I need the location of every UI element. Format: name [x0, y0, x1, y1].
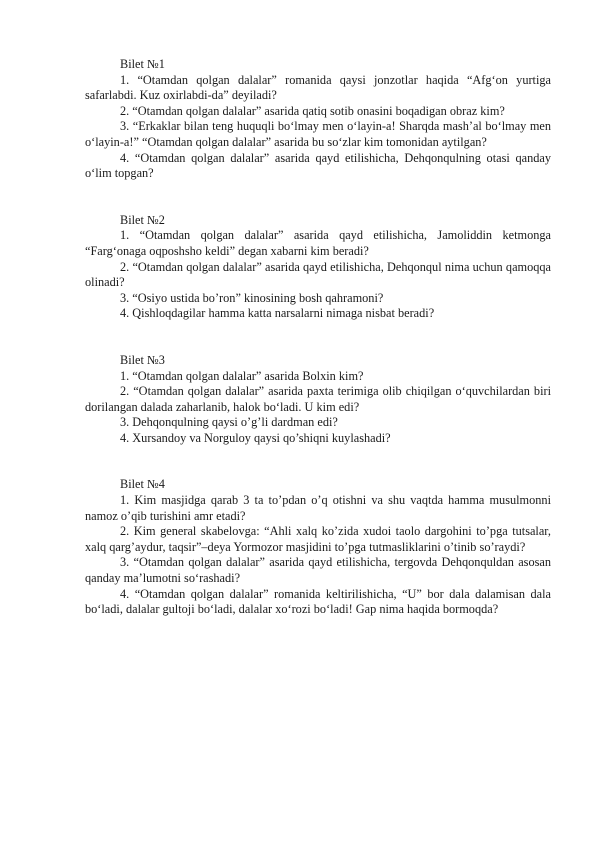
ticket-2: [85, 213, 551, 322]
question: 4. “Otamdan qolgan dalalar” asarida qayd etilishicha, Dehqonqulning otasi qanday o‘lim topgan?: [85, 150, 551, 181]
ticket-title: Bilet №1: [120, 57, 165, 71]
question: 1. Kim masjidga qarab 3 ta to’pdan o’q otishni va shu vaqtda hamma musulmonni namoz o’qib turishini amr etadi?: [85, 493, 551, 523]
ticket-title: Bilet №4: [120, 477, 165, 492]
document-page: [85, 57, 551, 618]
question: 1. “Otamdan qolgan dalalar” asarida qayd etilishicha, Jamoliddin ketmonga “Farg‘onaga oqposhsho keldi” degan xabarni kim beradi?: [85, 228, 551, 258]
ticket-4: [85, 477, 551, 617]
question: 4. “Otamdan qolgan dalalar” romanida keltirilishicha, “U” bor dala dalamisan dala bo‘ladi, dalalar gultoji bo‘ladi, dalalar xo‘rozi bo‘ladi! Gap nima haqida bormoqda?: [85, 586, 551, 617]
question: 4. Xursandoy va Norguloy qaysi qo’shiqni kuylashadi?: [120, 430, 391, 445]
question: 2. “Otamdan qolgan dalalar” asarida paxta terimiga olib chiqilgan o‘quvchilardan biri dorilangan dalada zaharlanib, halok bo‘ladi. U kim edi?: [85, 384, 551, 414]
question: 3. “Otamdan qolgan dalalar” asarida qayd etilishicha, tergovda Dehqonquldan asosan qanday ma’lumotni so‘rashadi?: [85, 555, 551, 586]
question: 2. “Otamdan qolgan dalalar” asarida qayd etilishicha, Dehqonqul nima uchun qamoqqa olinadi?: [85, 259, 551, 290]
question: 3. “Erkaklar bilan teng huquqli bo‘lmay men o‘layin-a! Sharqda mash’al bo‘lmay men o‘layin-a!” “Otamdan qolgan dalalar” asarida bu so‘zlar kim tomonidan aytilgan?: [85, 119, 551, 149]
question: 2. Kim general skabelovga: “Ahli xalq ko’zida xudoi taolo dargohini to’pga tutsalar, xalq qarg’aydur, taqsir”–deya Yormozor masjidini to’pga tutmasliklarini o’tinib so’raydi?: [85, 524, 551, 554]
question: 4. Qishloqdagilar hamma katta narsalarni nimaga nisbat beradi?: [120, 306, 435, 321]
ticket-1: [85, 57, 551, 182]
question: 1. “Otamdan qolgan dalalar” asarida Bolxin kim?: [120, 368, 364, 383]
ticket-3: [85, 353, 551, 447]
ticket-title: Bilet №2: [120, 212, 165, 227]
ticket-title: Bilet №3: [120, 352, 165, 367]
question: 1. “Otamdan qolgan dalalar” romanida qaysi jonzotlar haqida “Afg‘on yurtiga safarlabdi. Kuz oxirlabdi-da” deyiladi?: [85, 72, 551, 103]
question: 3. Dehqonqulning qaysi o’g’li dardman edi?: [120, 415, 338, 430]
question: 3. “Osiyo ustida bo’ron” kinosining bosh qahramoni?: [120, 290, 384, 305]
question: 2. “Otamdan qolgan dalalar” asarida qatiq sotib onasini boqadigan obraz kim?: [120, 103, 505, 118]
